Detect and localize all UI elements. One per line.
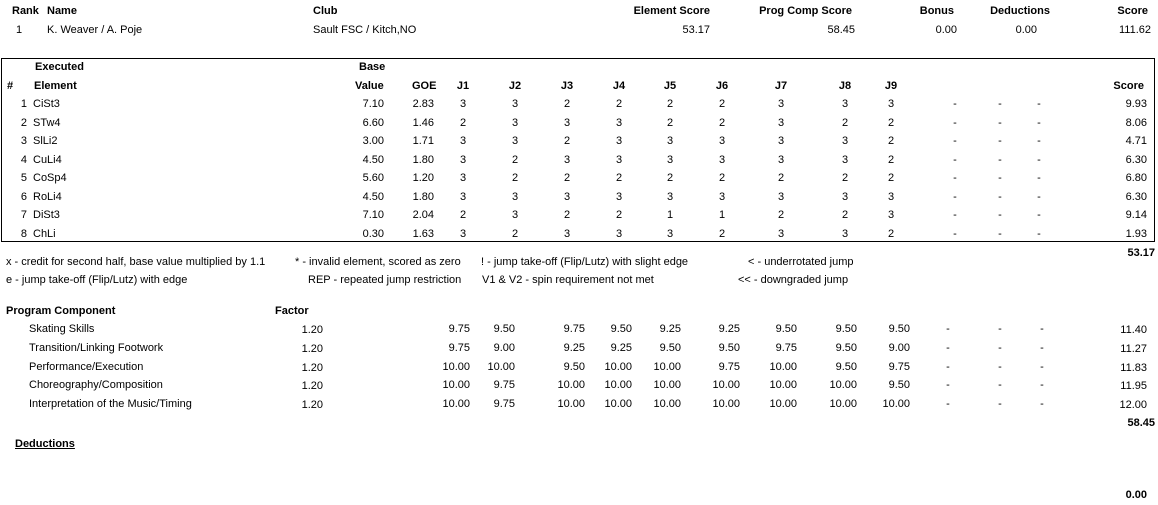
element-judge-score: 3 xyxy=(841,154,849,166)
component-dash: - xyxy=(946,398,950,410)
head-goe: GOE xyxy=(412,80,437,92)
element-judge-score: 2 xyxy=(841,209,849,221)
component-judge-score: 10.00 xyxy=(604,379,632,391)
element-goe: 1.46 xyxy=(412,117,434,129)
legend-spin: V1 & V2 - spin requirement not met xyxy=(482,274,654,286)
component-factor: 1.20 xyxy=(301,324,323,336)
judge-header: J4 xyxy=(612,80,626,92)
component-name: Interpretation of the Music/Timing xyxy=(29,398,192,410)
element-score: 4.71 xyxy=(1125,135,1147,147)
component-factor: 1.20 xyxy=(301,343,323,355)
element-judge-score: 2 xyxy=(887,228,895,240)
component-score: 11.40 xyxy=(1120,324,1147,336)
element-dash: - xyxy=(998,117,1002,129)
elements-total: 53.17 xyxy=(1127,247,1155,259)
element-judge-score: 3 xyxy=(777,228,785,240)
component-name: Choreography/Composition xyxy=(29,379,163,391)
component-dash: - xyxy=(1040,379,1044,391)
element-judge-score: 3 xyxy=(666,228,674,240)
skater-element-score: 53.17 xyxy=(682,24,710,36)
element-goe: 1.80 xyxy=(412,191,434,203)
element-base-value: 7.10 xyxy=(362,98,384,110)
element-judge-score: 3 xyxy=(615,117,623,129)
element-judge-score: 2 xyxy=(887,135,895,147)
element-base-value: 3.00 xyxy=(362,135,384,147)
element-score: 9.93 xyxy=(1125,98,1147,110)
component-dash: - xyxy=(946,379,950,391)
component-score: 12.00 xyxy=(1119,399,1147,411)
element-code: DiSt3 xyxy=(33,209,60,221)
legend-rep: REP - repeated jump restriction xyxy=(308,274,462,286)
element-score: 6.30 xyxy=(1125,191,1147,203)
element-judge-score: 1 xyxy=(666,209,674,221)
component-factor: 1.20 xyxy=(301,399,323,411)
component-judge-score: 9.75 xyxy=(718,361,740,373)
element-number: 3 xyxy=(20,135,27,147)
element-goe: 1.63 xyxy=(412,228,434,240)
col-club-header: Club xyxy=(313,5,338,17)
element-judge-score: 3 xyxy=(563,154,571,166)
element-judge-score: 3 xyxy=(563,228,571,240)
judge-header: J3 xyxy=(560,80,574,92)
element-code: CuLi4 xyxy=(33,154,62,166)
element-judge-score: 3 xyxy=(666,154,674,166)
element-dash: - xyxy=(953,209,957,221)
element-judge-score: 3 xyxy=(777,98,785,110)
component-dash: - xyxy=(998,361,1002,373)
element-judge-score: 3 xyxy=(777,191,785,203)
element-number: 5 xyxy=(20,172,27,184)
element-judge-score: 3 xyxy=(666,191,674,203)
component-judge-score: 9.75 xyxy=(563,323,585,335)
element-judge-score: 3 xyxy=(511,117,519,129)
col-score-header: Score xyxy=(1117,5,1148,17)
element-goe: 2.83 xyxy=(412,98,434,110)
element-base-value: 0.30 xyxy=(362,228,384,240)
component-judge-score: 9.50 xyxy=(835,323,857,335)
head-base: Base xyxy=(359,61,386,73)
component-judge-score: 10.00 xyxy=(712,379,740,391)
element-judge-score: 2 xyxy=(777,209,785,221)
element-judge-score: 3 xyxy=(459,172,467,184)
element-code: RoLi4 xyxy=(33,191,62,203)
component-judge-score: 9.75 xyxy=(448,323,470,335)
element-dash: - xyxy=(1037,228,1041,240)
judge-header: J9 xyxy=(884,80,898,92)
element-score: 9.14 xyxy=(1125,209,1147,221)
element-dash: - xyxy=(998,154,1002,166)
element-dash: - xyxy=(1037,135,1041,147)
element-judge-score: 3 xyxy=(777,154,785,166)
component-judge-score: 9.75 xyxy=(888,361,910,373)
element-judge-score: 3 xyxy=(615,228,623,240)
skater-name: K. Weaver / A. Poje xyxy=(47,24,143,36)
element-dash: - xyxy=(998,98,1002,110)
skater-deductions: 0.00 xyxy=(1015,24,1037,36)
component-name: Transition/Linking Footwork xyxy=(29,342,164,354)
element-judge-score: 3 xyxy=(459,154,467,166)
element-judge-score: 3 xyxy=(615,135,623,147)
component-judge-score: 9.50 xyxy=(888,379,910,391)
element-code: ChLi xyxy=(33,228,56,240)
component-factor: 1.20 xyxy=(301,362,323,374)
element-judge-score: 2 xyxy=(666,98,674,110)
element-score: 8.06 xyxy=(1125,117,1147,129)
component-judge-score: 9.50 xyxy=(610,323,632,335)
judge-header: J5 xyxy=(663,80,677,92)
element-dash: - xyxy=(1037,191,1041,203)
element-base-value: 4.50 xyxy=(362,154,384,166)
component-factor: 1.20 xyxy=(301,380,323,392)
skater-prog-comp-score: 58.45 xyxy=(827,24,855,36)
component-score: 11.27 xyxy=(1120,343,1147,355)
element-number: 6 xyxy=(20,191,27,203)
skater-rank: 1 xyxy=(16,24,23,36)
element-judge-score: 2 xyxy=(718,228,726,240)
component-judge-score: 10.00 xyxy=(712,398,740,410)
component-judge-score: 9.50 xyxy=(563,361,585,373)
element-judge-score: 2 xyxy=(887,172,895,184)
component-judge-score: 9.25 xyxy=(659,323,681,335)
element-goe: 1.80 xyxy=(412,154,434,166)
element-goe: 1.20 xyxy=(412,172,434,184)
element-base-value: 5.60 xyxy=(362,172,384,184)
skater-bonus: 0.00 xyxy=(935,24,957,36)
component-score: 11.83 xyxy=(1120,362,1147,374)
element-number: 1 xyxy=(20,98,27,110)
col-bonus-header: Bonus xyxy=(919,5,954,17)
element-judge-score: 3 xyxy=(615,191,623,203)
head-executed: Executed xyxy=(35,61,84,73)
components-factor-header: Factor xyxy=(275,305,309,317)
col-name-header: Name xyxy=(47,5,77,17)
component-judge-score: 10.00 xyxy=(442,379,470,391)
element-dash: - xyxy=(998,209,1002,221)
element-judge-score: 2 xyxy=(459,117,467,129)
component-judge-score: 9.50 xyxy=(659,342,681,354)
skater-club: Sault FSC / Kitch,NO xyxy=(313,24,417,36)
element-judge-score: 3 xyxy=(459,98,467,110)
element-judge-score: 2 xyxy=(563,172,571,184)
component-judge-score: 10.00 xyxy=(557,379,585,391)
element-judge-score: 3 xyxy=(777,135,785,147)
element-judge-score: 3 xyxy=(511,191,519,203)
col-deductions-header: Deductions xyxy=(990,5,1050,17)
component-dash: - xyxy=(946,342,950,354)
component-judge-score: 9.75 xyxy=(448,342,470,354)
component-judge-score: 9.50 xyxy=(888,323,910,335)
element-code: SlLi2 xyxy=(33,135,58,147)
element-base-value: 7.10 xyxy=(362,209,384,221)
element-number: 4 xyxy=(20,154,27,166)
element-judge-score: 3 xyxy=(511,135,519,147)
component-dash: - xyxy=(998,323,1002,335)
legend-downgraded: << - downgraded jump xyxy=(738,274,849,286)
element-score: 1.93 xyxy=(1125,228,1147,240)
element-dash: - xyxy=(953,154,957,166)
component-dash: - xyxy=(998,342,1002,354)
component-judge-score: 10.00 xyxy=(829,379,857,391)
col-element-score-header: Element Score xyxy=(633,5,710,17)
judge-header: J6 xyxy=(715,80,729,92)
components-title: Program Component xyxy=(6,305,116,317)
element-dash: - xyxy=(998,135,1002,147)
component-dash: - xyxy=(998,398,1002,410)
judge-header: J8 xyxy=(838,80,852,92)
element-judge-score: 3 xyxy=(459,135,467,147)
component-judge-score: 10.00 xyxy=(882,398,910,410)
element-judge-score: 3 xyxy=(841,98,849,110)
component-judge-score: 9.50 xyxy=(775,323,797,335)
head-hash: # xyxy=(7,80,14,92)
component-judge-score: 9.50 xyxy=(493,323,515,335)
element-judge-score: 3 xyxy=(563,117,571,129)
element-judge-score: 2 xyxy=(615,172,623,184)
head-score: Score xyxy=(1113,80,1144,92)
element-judge-score: 3 xyxy=(718,154,726,166)
deductions-total: 0.00 xyxy=(1125,489,1147,501)
element-judge-score: 2 xyxy=(777,172,785,184)
element-judge-score: 2 xyxy=(887,117,895,129)
component-judge-score: 9.75 xyxy=(493,398,515,410)
component-judge-score: 10.00 xyxy=(442,361,470,373)
element-base-value: 4.50 xyxy=(362,191,384,203)
element-judge-score: 3 xyxy=(511,98,519,110)
element-dash: - xyxy=(1037,172,1041,184)
element-judge-score: 2 xyxy=(511,172,519,184)
element-judge-score: 2 xyxy=(615,98,623,110)
element-number: 7 xyxy=(20,209,27,221)
element-judge-score: 2 xyxy=(563,135,571,147)
element-judge-score: 3 xyxy=(459,228,467,240)
element-dash: - xyxy=(953,117,957,129)
element-judge-score: 2 xyxy=(666,172,674,184)
element-dash: - xyxy=(1037,98,1041,110)
element-dash: - xyxy=(1037,117,1041,129)
element-judge-score: 2 xyxy=(841,172,849,184)
element-base-value: 6.60 xyxy=(362,117,384,129)
component-judge-score: 10.00 xyxy=(769,361,797,373)
legend-slight-edge: ! - jump take-off (Flip/Lutz) with slight edge xyxy=(481,256,689,268)
element-judge-score: 2 xyxy=(841,117,849,129)
element-judge-score: 3 xyxy=(887,191,895,203)
element-judge-score: 3 xyxy=(718,135,726,147)
element-judge-score: 2 xyxy=(563,98,571,110)
component-dash: - xyxy=(1040,323,1044,335)
element-goe: 1.71 xyxy=(412,135,434,147)
element-judge-score: 3 xyxy=(615,154,623,166)
component-judge-score: 9.25 xyxy=(563,342,585,354)
element-score: 6.30 xyxy=(1125,154,1147,166)
component-dash: - xyxy=(1040,398,1044,410)
element-judge-score: 3 xyxy=(718,191,726,203)
head-value: Value xyxy=(355,80,384,92)
col-rank-header: Rank xyxy=(12,5,39,17)
judge-header: J1 xyxy=(456,80,470,92)
component-name: Performance/Execution xyxy=(29,361,144,373)
col-prog-comp-header: Prog Comp Score xyxy=(759,5,852,17)
element-judge-score: 1 xyxy=(718,209,726,221)
element-judge-score: 2 xyxy=(563,209,571,221)
element-dash: - xyxy=(953,98,957,110)
element-judge-score: 3 xyxy=(841,135,849,147)
component-judge-score: 10.00 xyxy=(604,361,632,373)
element-number: 8 xyxy=(20,228,27,240)
legend-invalid: * - invalid element, scored as zero xyxy=(295,256,461,268)
element-dash: - xyxy=(998,172,1002,184)
component-judge-score: 10.00 xyxy=(604,398,632,410)
component-judge-score: 10.00 xyxy=(829,398,857,410)
component-dash: - xyxy=(1040,361,1044,373)
component-judge-score: 10.00 xyxy=(557,398,585,410)
judge-header: J7 xyxy=(774,80,788,92)
component-judge-score: 9.00 xyxy=(493,342,515,354)
legend-edge: e - jump take-off (Flip/Lutz) with edge xyxy=(6,274,188,286)
element-judge-score: 2 xyxy=(718,172,726,184)
element-dash: - xyxy=(953,135,957,147)
element-judge-score: 3 xyxy=(887,98,895,110)
component-judge-score: 10.00 xyxy=(653,398,681,410)
component-name: Skating Skills xyxy=(29,323,95,335)
element-judge-score: 3 xyxy=(841,191,849,203)
component-judge-score: 9.50 xyxy=(835,342,857,354)
component-judge-score: 10.00 xyxy=(769,379,797,391)
element-judge-score: 2 xyxy=(511,228,519,240)
element-dash: - xyxy=(953,191,957,203)
judge-header: J2 xyxy=(508,80,522,92)
component-judge-score: 9.50 xyxy=(835,361,857,373)
element-judge-score: 3 xyxy=(666,135,674,147)
element-judge-score: 2 xyxy=(666,117,674,129)
components-total: 58.45 xyxy=(1127,417,1155,429)
component-judge-score: 10.00 xyxy=(653,379,681,391)
element-judge-score: 2 xyxy=(615,209,623,221)
element-code: CiSt3 xyxy=(33,98,60,110)
element-dash: - xyxy=(953,228,957,240)
skater-total-score: 111.62 xyxy=(1118,24,1151,36)
component-judge-score: 9.25 xyxy=(718,323,740,335)
component-dash: - xyxy=(1040,342,1044,354)
element-judge-score: 2 xyxy=(511,154,519,166)
component-dash: - xyxy=(946,323,950,335)
element-judge-score: 3 xyxy=(563,191,571,203)
component-judge-score: 10.00 xyxy=(769,398,797,410)
legend-x: x - credit for second half, base value multiplied by 1.1 xyxy=(6,256,266,268)
element-judge-score: 3 xyxy=(841,228,849,240)
element-code: STw4 xyxy=(33,117,61,129)
head-element: Element xyxy=(34,80,77,92)
component-judge-score: 9.25 xyxy=(610,342,632,354)
element-dash: - xyxy=(1037,154,1041,166)
element-judge-score: 3 xyxy=(511,209,519,221)
element-goe: 2.04 xyxy=(412,209,434,221)
component-judge-score: 9.75 xyxy=(493,379,515,391)
component-score: 11.95 xyxy=(1120,380,1147,392)
element-judge-score: 2 xyxy=(459,209,467,221)
component-judge-score: 10.00 xyxy=(487,361,515,373)
component-judge-score: 9.00 xyxy=(888,342,910,354)
element-judge-score: 3 xyxy=(777,117,785,129)
element-dash: - xyxy=(1037,209,1041,221)
element-judge-score: 3 xyxy=(459,191,467,203)
component-judge-score: 9.75 xyxy=(775,342,797,354)
element-score: 6.80 xyxy=(1125,172,1147,184)
element-judge-score: 2 xyxy=(718,98,726,110)
element-dash: - xyxy=(998,191,1002,203)
element-dash: - xyxy=(998,228,1002,240)
component-judge-score: 10.00 xyxy=(653,361,681,373)
deductions-label: Deductions xyxy=(15,438,75,450)
element-judge-score: 2 xyxy=(887,154,895,166)
element-judge-score: 2 xyxy=(718,117,726,129)
element-code: CoSp4 xyxy=(33,172,67,184)
component-dash: - xyxy=(946,361,950,373)
element-dash: - xyxy=(953,172,957,184)
element-judge-score: 3 xyxy=(887,209,895,221)
element-number: 2 xyxy=(20,117,27,129)
component-dash: - xyxy=(998,379,1002,391)
legend-underrotated: < - underrotated jump xyxy=(748,256,854,268)
component-judge-score: 10.00 xyxy=(442,398,470,410)
component-judge-score: 9.50 xyxy=(718,342,740,354)
